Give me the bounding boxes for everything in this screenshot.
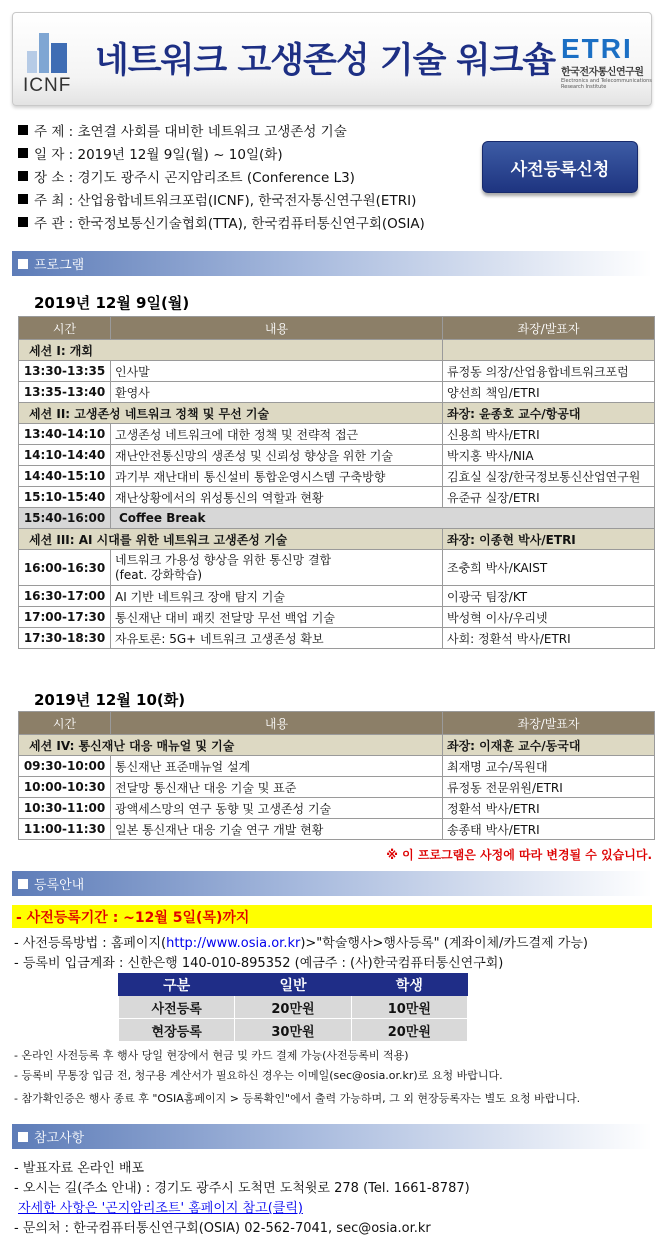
- info-date: [18, 141, 425, 164]
- content-line: 네트워크 가용성 향상을 위한 통신망 결합: [115, 552, 332, 567]
- speaker-cell: 조충희 박사/KAIST: [443, 550, 655, 586]
- info-place-text: 장 소 : 경기도 광주시 곤지암리조트 (Conference L3): [34, 169, 355, 186]
- registration-note-certificate: - 참가확인증은 행사 종료 후 "OSIA홈페이지 > 등록확인"에서 출력 가능하며, 그 외 현장등록자는 별도 요청 바랍니다.: [14, 1092, 581, 1105]
- session-title: 세션 II: 고생존성 네트워크 정책 및 무선 기술: [19, 403, 443, 424]
- registration-note-onsite: - 온라인 사전등록 후 행사 당일 현장에서 현금 및 카드 결제 가능(사전등록비 적용): [14, 1049, 409, 1062]
- fee-student: 20만원: [351, 1019, 467, 1042]
- day1-schedule-table: [18, 316, 655, 649]
- bullet-square-icon: [18, 194, 28, 204]
- program-section-header: [12, 251, 652, 276]
- table-row: [19, 361, 655, 382]
- column-header-speaker: 좌장/발표자: [443, 317, 655, 340]
- table-row: [19, 487, 655, 508]
- column-header-speaker: 좌장/발표자: [443, 712, 655, 735]
- time-cell: 16:00-16:30: [19, 550, 111, 586]
- column-header-content: 내용: [111, 712, 443, 735]
- time-cell: 13:35-13:40: [19, 382, 111, 403]
- bullet-square-icon: [18, 125, 28, 135]
- registration-section-header: [12, 871, 652, 896]
- fee-header-student: 학생: [351, 974, 467, 996]
- column-header-time: 시간: [19, 317, 111, 340]
- info-host-text: 주 최 : 산업융합네트워크포럼(ICNF), 한국전자통신연구원(ETRI): [34, 192, 417, 209]
- speaker-cell: 양선희 책임/ETRI: [443, 382, 655, 403]
- registration-note-invoice: - 등록비 무통장 입금 전, 청구용 계산서가 필요하신 경우는 이메일(sec@osia.or.kr)로 요청 바랍니다.: [14, 1069, 503, 1082]
- speaker-cell: 사회: 정환석 박사/ETRI: [443, 628, 655, 649]
- registration-method: [14, 932, 588, 951]
- reference-contact: - 문의처 : 한국컴퓨터통신연구회(OSIA) 02-562-7041, sec@osia.or.kr: [14, 1221, 431, 1236]
- session-chair: 좌장: 이종현 박사/ETRI: [443, 529, 655, 550]
- content-cell: AI 기반 네트워크 장애 탐지 기술: [111, 586, 443, 607]
- speaker-cell: 김효실 실장/한국정보통신산업연구원: [443, 466, 655, 487]
- content-cell: 환영사: [111, 382, 443, 403]
- session-title: 세션 III: AI 시대를 위한 네트워크 고생존성 기술: [19, 529, 443, 550]
- speaker-cell: 최재명 교수/목원대: [443, 756, 655, 777]
- icnf-logo-bar: [39, 33, 49, 73]
- table-row: [19, 607, 655, 628]
- speaker-cell: 류정동 의장/산업융합네트워크포럼: [443, 361, 655, 382]
- registration-section-label: 등록안내: [34, 878, 85, 893]
- session-chair: 좌장: 윤종호 교수/항공대: [443, 403, 655, 424]
- reference-materials: - 발표자료 온라인 배포: [14, 1161, 145, 1176]
- speaker-cell: 정환석 박사/ETRI: [443, 798, 655, 819]
- info-date-text: 일 자 : 2019년 12월 9일(월) ~ 10일(화): [34, 146, 283, 163]
- table-header-row: [19, 317, 655, 340]
- bullet-square-icon: [18, 171, 28, 181]
- content-cell: 자유토론: 5G+ 네트워크 고생존성 확보: [111, 628, 443, 649]
- session-title: 세션 IV: 통신재난 대응 매뉴얼 및 기술: [19, 735, 443, 756]
- etri-logo-text: ETRI: [561, 33, 633, 64]
- session-title: 세션 I: 개회: [19, 340, 443, 361]
- day2-title: 2019년 12월 10(화): [34, 691, 186, 709]
- time-cell: 16:30-17:00: [19, 586, 111, 607]
- fee-general: 20만원: [235, 996, 351, 1019]
- registration-account: - 등록비 입금계좌 : 신한은행 140-010-895352 (예금주 : (사)한국컴퓨터통신연구회): [14, 956, 504, 971]
- session-row: [19, 340, 655, 361]
- session-chair: [443, 340, 655, 361]
- table-row: [19, 819, 655, 840]
- fee-table: [118, 973, 468, 1042]
- table-row: [19, 382, 655, 403]
- table-row: [19, 756, 655, 777]
- table-header-row: [19, 712, 655, 735]
- page-title: 네트워크 고생존성 기술 워크숍: [95, 41, 556, 81]
- program-change-note: ※ 이 프로그램은 사정에 따라 변경될 수 있습니다.: [386, 848, 652, 862]
- speaker-cell: 박성혁 이사/우리넷: [443, 607, 655, 628]
- speaker-cell: 유준규 실장/ETRI: [443, 487, 655, 508]
- content-cell: 과기부 재난대비 통신설비 통합운영시스템 구축방향: [111, 466, 443, 487]
- time-cell: 13:40-14:10: [19, 424, 111, 445]
- section-square-icon: [18, 879, 28, 889]
- content-line: (feat. 강화학습): [115, 567, 203, 582]
- fee-general: 30만원: [235, 1019, 351, 1042]
- session-row: [19, 529, 655, 550]
- content-cell: 통신재난 표준매뉴얼 설계: [111, 756, 443, 777]
- speaker-cell: 송종태 박사/ETRI: [443, 819, 655, 840]
- fee-student: 10만원: [351, 996, 467, 1019]
- header-banner: [12, 12, 652, 106]
- fee-header-category: 구분: [119, 974, 235, 996]
- table-row: [19, 466, 655, 487]
- section-square-icon: [18, 1132, 28, 1142]
- reference-section-header: [12, 1124, 652, 1149]
- time-cell: 14:40-15:10: [19, 466, 111, 487]
- time-cell: 15:40-16:00: [19, 508, 111, 529]
- time-cell: 17:30-18:30: [19, 628, 111, 649]
- content-cell: 광액세스망의 연구 동향 및 고생존성 기술: [111, 798, 443, 819]
- table-row: [19, 777, 655, 798]
- resort-homepage-link[interactable]: 자세한 사항은 '곤지암리조트' 홈페이지 참고(클릭): [18, 1201, 303, 1216]
- etri-logo: [561, 33, 652, 90]
- program-section-label: 프로그램: [34, 258, 85, 273]
- table-row: [19, 798, 655, 819]
- speaker-cell: 이광국 팀장/KT: [443, 586, 655, 607]
- table-row: [19, 424, 655, 445]
- bullet-square-icon: [18, 148, 28, 158]
- content-cell: [111, 550, 443, 586]
- time-cell: 17:00-17:30: [19, 607, 111, 628]
- info-host: [18, 187, 425, 210]
- icnf-logo-bar: [51, 43, 67, 73]
- content-cell: 통신재난 대비 패킷 전달망 무선 백업 기술: [111, 607, 443, 628]
- etri-english-name-1: Electronics and Telecommunications: [561, 78, 652, 84]
- speaker-cell: 신용희 박사/ETRI: [443, 424, 655, 445]
- info-organizer: [18, 210, 425, 233]
- time-cell: 10:30-11:00: [19, 798, 111, 819]
- column-header-content: 내용: [111, 317, 443, 340]
- section-square-icon: [18, 259, 28, 269]
- session-row: [19, 403, 655, 424]
- time-cell: 13:30-13:35: [19, 361, 111, 382]
- time-cell: 10:00-10:30: [19, 777, 111, 798]
- content-cell: 전달망 통신재난 대응 기술 및 표준: [111, 777, 443, 798]
- info-theme: [18, 118, 425, 141]
- table-row: [19, 586, 655, 607]
- content-cell: 고생존성 네트워크에 대한 정책 및 전략적 접근: [111, 424, 443, 445]
- day1-title: 2019년 12월 9일(월): [34, 294, 190, 312]
- session-chair: 좌장: 이재훈 교수/동국대: [443, 735, 655, 756]
- table-row: [19, 550, 655, 586]
- content-cell: 재난상황에서의 위성통신의 역할과 현황: [111, 487, 443, 508]
- icnf-logo-text: ICNF: [23, 75, 72, 96]
- osia-homepage-link[interactable]: http://www.osia.or.kr: [166, 936, 301, 951]
- reference-section-label: 참고사항: [34, 1131, 85, 1146]
- fee-table-header-row: [119, 974, 468, 996]
- column-header-time: 시간: [19, 712, 111, 735]
- break-row: [19, 508, 655, 529]
- event-info: [18, 118, 425, 233]
- info-place: [18, 164, 425, 187]
- reference-directions: - 오시는 길(주소 안내) : 경기도 광주시 도척면 도척윗로 278 (Tel. 1661-8787): [14, 1181, 470, 1196]
- info-theme-text: 주 제 : 초연결 사회를 대비한 네트워크 고생존성 기술: [34, 123, 347, 140]
- content-cell: 일본 통신재난 대응 기술 연구 개발 현황: [111, 819, 443, 840]
- break-label: Coffee Break: [111, 508, 655, 529]
- time-cell: 11:00-11:30: [19, 819, 111, 840]
- time-cell: 15:10-15:40: [19, 487, 111, 508]
- icnf-logo-bar: [27, 51, 37, 73]
- bullet-square-icon: [18, 217, 28, 227]
- table-row: [19, 445, 655, 466]
- speaker-cell: 박지홍 박사/NIA: [443, 445, 655, 466]
- time-cell: 09:30-10:00: [19, 756, 111, 777]
- registration-method-prefix: - 사전등록방법 : 홈페이지(: [14, 936, 167, 951]
- session-row: [19, 735, 655, 756]
- fee-category: 현장등록: [119, 1019, 235, 1042]
- fee-header-general: 일반: [235, 974, 351, 996]
- icnf-logo: [23, 33, 85, 99]
- day2-schedule-table: [18, 711, 655, 840]
- etri-english-name-2: Research Institute: [561, 84, 607, 90]
- fee-table-row: [119, 1019, 468, 1042]
- registration-method-suffix: )>"학술행사>행사등록" (계좌이체/카드결제 가능): [300, 936, 588, 951]
- info-organizer-text: 주 관 : 한국정보통신기술협회(TTA), 한국컴퓨터통신연구회(OSIA): [34, 215, 425, 232]
- speaker-cell: 류정동 전문위원/ETRI: [443, 777, 655, 798]
- content-cell: 인사말: [111, 361, 443, 382]
- time-cell: 14:10-14:40: [19, 445, 111, 466]
- registration-deadline: - 사전등록기간 : ~12월 5일(목)까지: [12, 905, 652, 928]
- content-cell: 재난안전통신망의 생존성 및 신뢰성 향상을 위한 기술: [111, 445, 443, 466]
- table-row: [19, 628, 655, 649]
- fee-category: 사전등록: [119, 996, 235, 1019]
- fee-table-row: [119, 996, 468, 1019]
- etri-korean-name: 한국전자통신연구원: [561, 67, 644, 78]
- pre-registration-button[interactable]: 사전등록신청: [482, 141, 638, 193]
